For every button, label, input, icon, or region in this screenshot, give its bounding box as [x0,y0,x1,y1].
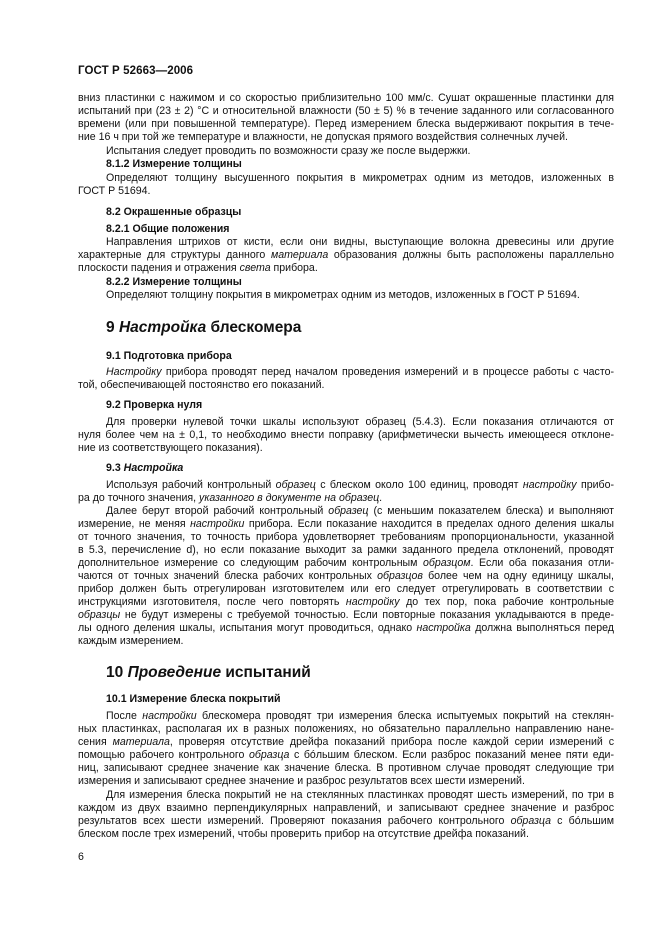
section-heading-9-3 [106,462,183,475]
paragraph-line: Для измерения блеска покрытий не на стеклянных пластинках проводят шесть измерений, по три в [106,789,614,801]
paragraph-line: вниз пластинки с нажимом и со скоростью приблизительно 100 мм/с. Сушат окрашенные пластинки для [78,92,614,104]
text-run: блескомера проводят три измерения блеска испытуемых покрытий на стеклян- [196,710,614,722]
text-run: сения [78,736,113,748]
text-run: прибора проводят перед началом проведения измерений и в процессе работы с часто- [161,366,614,378]
text-run: до тех пор, пока рабочие контрольные [399,596,614,608]
italic-term: настройки [142,710,197,722]
section-heading-8-2-2: 8.2.2 Измерение толщины [106,276,242,288]
section-number: 9 [106,319,119,336]
paragraph-line: ГОСТ Р 51694. [78,185,151,197]
text-run: прибора. [270,262,318,274]
text-run: лы одного деления шкалы, испытания могут проводиться, однако [78,622,417,634]
paragraph-line: ние из соответствующего показания). [78,442,263,454]
text-run: , проверяя отсутствие дрейфа показаний прибора после каждой серии измерений с [169,736,614,748]
paragraph-line [78,492,614,505]
section-number: 9.3 [106,462,124,474]
paragraph-line: Определяют толщину покрытия в микрометрах одним из методов, изложенных в ГОСТ Р 51694. [106,289,580,301]
italic-term: образец [275,479,316,491]
paragraph-line [78,749,614,762]
section-heading-10 [106,664,311,682]
text-run: характерные для структуры данного [78,249,271,261]
italic-term: образца [510,815,551,827]
text-run: чаются от точных значений блеска рабочих контрольных [78,570,378,582]
text-run: прибо- [576,479,614,491]
section-heading-9-2: 9.2 Проверка нуля [106,399,203,411]
paragraph-line [78,249,614,262]
paragraph-line [78,262,614,275]
text-run: прибора. Если показание находится в пределах одного деления шкалы [244,518,614,530]
text-run: образования должны быть расположены параллельно [328,249,614,261]
paragraph-line: от точного значения, то точность прибора удовлетворяет требованиям пропорциональности, указанной [78,531,614,543]
italic-term: материала [112,736,170,748]
paragraph-line [78,518,614,531]
paragraph-line: той, обеспечивающей постоянство его показаний. [78,379,325,391]
italic-term: образцом [422,557,471,569]
section-title: блескомера [206,319,302,336]
text-run: . [379,492,383,504]
paragraph-line: прибор должен быть отрегулирован изготовителем или его следует отрегулировать в соответствии с [78,583,614,595]
section-heading-8-2: 8.2 Окрашенные образцы [106,206,242,218]
paragraph-line [106,366,614,379]
section-heading-8-2-1: 8.2.1 Общие положения [106,223,230,235]
text-run: результатов всех шести измерений. Проверяют показания рабочего контрольного [78,815,511,827]
text-run: Далее берут второй рабочий контрольный [106,505,329,517]
paragraph-line [106,505,614,518]
paragraph-line [78,622,614,635]
italic-term: образцы [78,609,121,621]
paragraph-line: времени (или при повышенной температуре). Перед измерением блеска выдерживают покрытия в тече- [78,118,614,130]
text-run: Используя рабочий контрольный [106,479,276,491]
paragraph-line: Для проверки нулевой точки шкалы используют образец (5.4.3). Если показания отличаются от [106,416,614,428]
paragraph-line [78,596,614,609]
paragraph-line: ниц, записывают среднее значение как значение блеска. В противном случае проводят следующие три [78,762,614,774]
section-heading-9-1: 9.1 Подготовка прибора [106,350,232,362]
italic-term: Настройка [118,319,207,336]
text-run: После [106,710,143,722]
text-run: дополнительное измерение со следующим рабочим контрольным [78,557,423,569]
section-heading-9 [106,319,301,337]
italic-term: образец [328,505,369,517]
paragraph-line: Испытания следует проводить по возможности сразу же после выдержки. [106,145,471,157]
paragraph-line: нуля более чем на ± 0,1, то необходимо внести поправку (арифметически вычесть имеющееся отклоне- [78,429,614,441]
paragraph-line: блеском после трех измерений, чтобы проверить прибор на отсутствие дрейфа показаний. [78,828,529,840]
paragraph-line [106,479,614,492]
italic-term: света [239,262,271,274]
text-run: плоскости падения и отражения [78,262,240,274]
italic-term: настройку [345,596,400,608]
text-run: ра до точного значения, [78,492,200,504]
paragraph-line: измерения и записывают среднее значение и разброс результатов всех шести измерений. [78,775,525,787]
page-number: 6 [78,851,84,863]
text-run: с бóльшим блеском. Если разброс показаний менее пяти еди- [289,749,614,761]
paragraph-line: каждом из двух взаимно перпендикулярных направлений, и записывают среднее значение и разброс [78,802,614,814]
text-run: более чем на одну единицу шкалы, [422,570,614,582]
text-run: инструкциями изготовителя, после чего повторять [78,596,346,608]
section-heading-8-1-2: 8.1.2 Измерение толщины [106,158,242,170]
paragraph-line [78,815,614,828]
text-run: с блеском около 100 единиц, проводят [315,479,523,491]
paragraph-line: ние 16 ч при той же температуре и влажности, не допуская прямого воздействия солнечных лучей. [78,131,568,143]
italic-term: настройку [522,479,577,491]
paragraph-line [78,609,614,622]
document-header: ГОСТ Р 52663—2006 [78,65,194,77]
paragraph-line: ных пластинках, располагая их в разных положениях, но обязательно параллельно направлению нане- [78,723,614,735]
text-run: измерение, не меняя [78,518,191,530]
section-title: испытаний [221,664,311,681]
text-run: (с меньшим показателем блеска) и выполняют [368,505,614,517]
section-number: 10 [106,664,128,681]
text-run: помощью рабочего контрольного [78,749,250,761]
paragraph-line [78,557,614,570]
paragraph-line [78,570,614,583]
paragraph-line: в 5.3, перечисление d), но если показание выходит за рамки заданного предела отклонений, проводят [78,544,614,556]
paragraph-line [106,710,614,723]
section-heading-10-1: 10.1 Измерение блеска покрытий [106,693,281,705]
paragraph-line [78,736,614,749]
italic-term: Настройка [123,462,184,474]
italic-term: образцов [377,570,423,582]
paragraph-line: Определяют толщину высушенного покрытия в микрометрах одним из методов, изложенных в [106,172,614,184]
text-run: не будут измерены с требуемой точностью. Если повторные показания укладываются в преде- [120,609,614,621]
italic-term: образца [249,749,290,761]
paragraph-line: каждым измерением. [78,635,184,647]
text-run: с бóльшим [550,815,614,827]
paragraph-line: испытаний при (23 ± 2) °С и относительной влажности (50 ± 5) % в течение заданного или согласованного [78,105,614,117]
text-run: должна выполняться перед [470,622,614,634]
paragraph-line: Направления штрихов от кисти, если они видны, выступающие волокна древесины или другие [106,236,614,248]
italic-term: Проведение [127,664,222,681]
italic-term: настройка [416,622,471,634]
italic-term: материала [270,249,329,261]
text-run: . Если оба показания отли- [470,557,614,569]
italic-term: указанного в документе на образец [199,492,380,504]
italic-term: Настройку [106,366,162,378]
italic-term: настройки [190,518,245,530]
